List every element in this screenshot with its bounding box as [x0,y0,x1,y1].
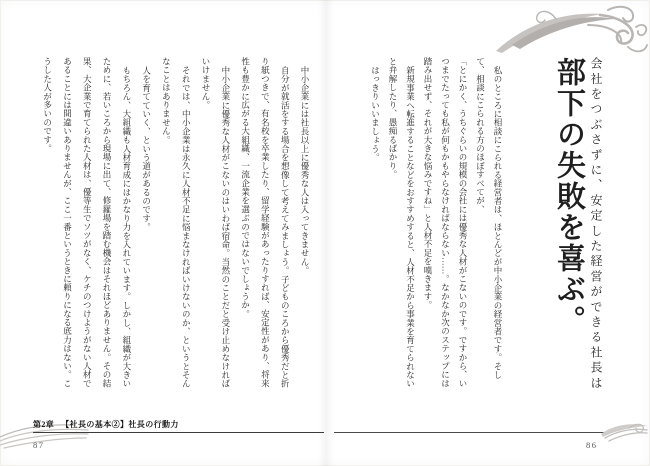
running-head-title: 【社長の基本②】社長の行動力 [61,420,179,429]
page-number-left: 87 [33,440,45,450]
right-page-body [366,57,506,389]
left-page-body [37,57,314,390]
body-paragraph: 人を育てていく、という道があるのです。 [141,65,152,231]
leaf-swirl-icon [599,420,649,446]
footer-rule-left [33,432,324,433]
body-paragraph: 新規事業へ転進することなどをおすすめすると、人材不足から事業を育てられないと弁解したり、愚痴るばかり。 [388,57,416,388]
body-paragraph: 自分が就活をする場合を想像して考えてみましょう。子どものころから優秀だと折り紙つきで、有名校を卒業したり、留学経験があったりすれば、安定性があり、将来性も豊かに広がる大組織、一流企業を選ぶのではないでしょうか。 [240,57,291,388]
body-paragraph: 私のところに相談にこられる経営者は、ほとんどが中小企業の経営者です。そして、相談にこられる方のほぼすべてが、 [475,57,503,379]
body-paragraph: はっきりいいましょう。 [370,65,381,162]
page-number-right: 86 [586,440,598,450]
running-head [33,419,179,430]
body-paragraph: 「とにかく、うちぐらいの規模の会社には優秀な人材がこないのです。ですから、いつまでたっても私が何もかもやらなければならない……。なかなか次のステップには踏み出せず、それが大きな悩みですね」と人材不足を嘆きます。 [423,57,468,388]
right-page-heading [550,57,604,405]
section-headline: 部下の失敗を喜ぶ。 [553,57,585,336]
chapter-subtitle: 会社をつぶさずに、安定した経営ができる社長は [589,57,603,392]
body-paragraph: 中小企業には社長以上に優秀な人は入ってきません。 [300,65,310,275]
body-paragraph: それでは、中小企業は永久に人材不足に悩まなければいけないのか、というとそんなことはありません。 [161,57,192,388]
chapter-label: 第2章 [33,420,55,429]
flourish-swirl-icon [496,3,648,57]
footer-rule-right [334,432,612,433]
body-paragraph: 中小企業に優秀な人材がこないのはいわば宿命。当然のことだと受け止めなければいけません。 [201,57,231,388]
book-spine-shadow [318,0,334,466]
body-paragraph: もちろん、大組織も人材育成にはかなり力を入れています。しかし、組織が大きいために、若いころから現場に出て、修羅場を踏む機会はそれほどありません。その結果、大企業で育てられた人材は、優等生でソツがなく、ケチのつけようがない人材であることには間違いありませんが、ここ一番というときに頼りになる底力はない。こうした人が多いのです。 [42,57,132,388]
